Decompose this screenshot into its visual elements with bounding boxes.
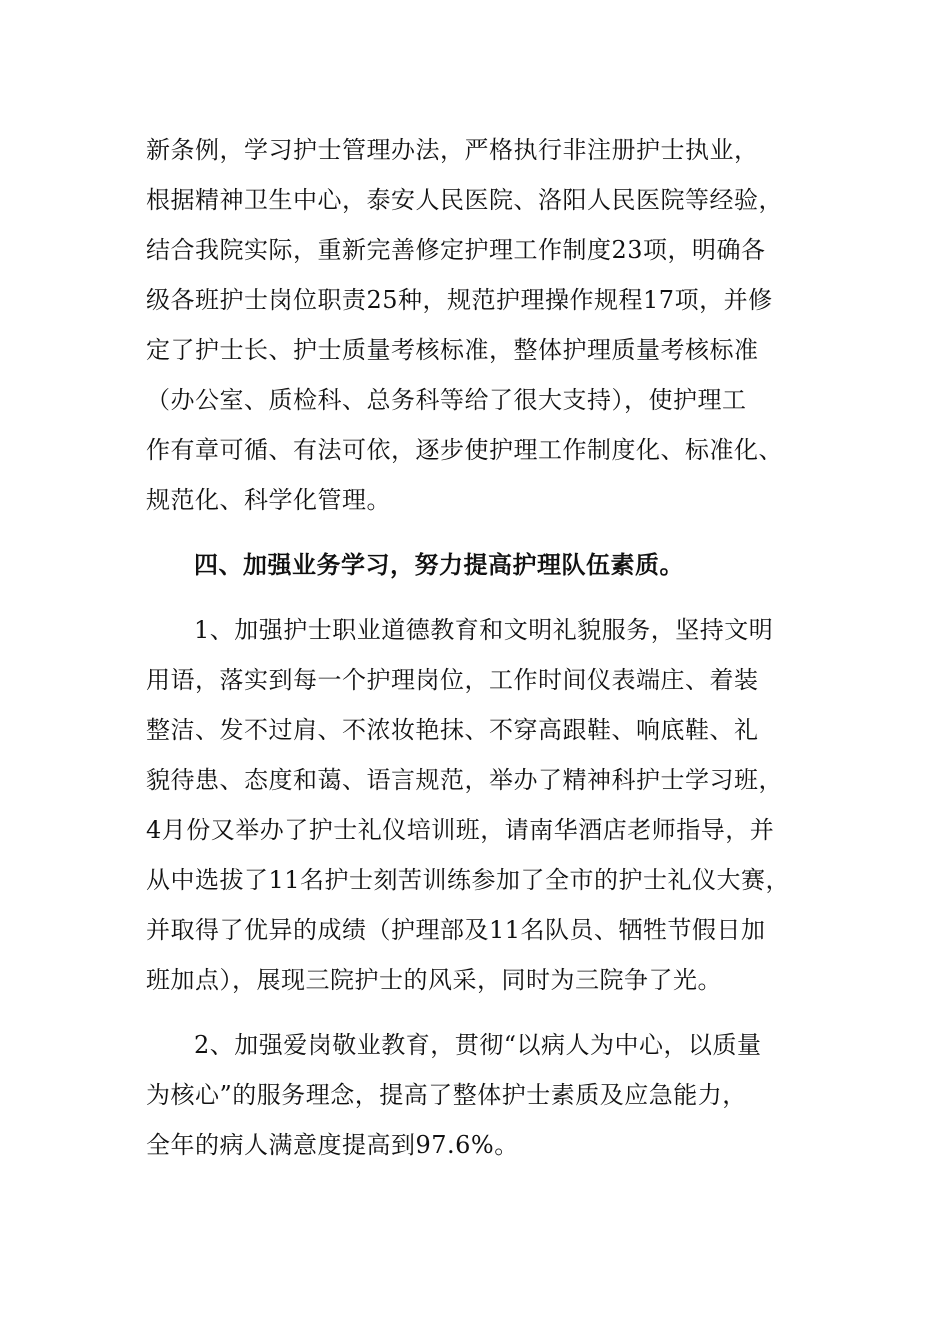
section-heading: 四、加强业务学习，努力提高护理队伍素质。 (194, 551, 684, 579)
para3-line-1: 2、加强爱岗敬业教育，贯彻“以病人为中心，以质量 (194, 1031, 762, 1059)
para2-line-6: 从中选拔了11名护士刻苦训练参加了全市的护士礼仪大赛， (146, 866, 791, 894)
para3-line-3: 全年的病人满意度提高到97.6%。 (146, 1131, 519, 1159)
para2-line-2: 用语，落实到每一个护理岗位，工作时间仪表端庄、着装 (146, 666, 759, 694)
para1-line-4: 级各班护士岗位职责25种，规范护理操作规程17项，并修 (146, 286, 773, 314)
para2-line-5: 4月份又举办了护士礼仪培训班，请南华酒店老师指导，并 (146, 816, 775, 844)
para1-line-1: 新条例，学习护士管理办法，严格执行非注册护士执业， (146, 136, 759, 164)
para2-line-3: 整洁、发不过肩、不浓妆艳抹、不穿高跟鞋、响底鞋、礼 (146, 716, 759, 744)
para1-line-6: （办公室、质检科、总务科等给了很大支持），使护理工 (146, 386, 747, 414)
para2-line-7: 并取得了优异的成绩（护理部及11名队员、牺牲节假日加 (146, 916, 766, 944)
para2-line-8: 班加点），展现三院护士的风采，同时为三院争了光。 (146, 966, 722, 994)
para2-line-1: 1、加强护士职业道德教育和文明礼貌服务，坚持文明 (194, 616, 774, 644)
para1-line-8: 规范化、科学化管理。 (146, 486, 391, 514)
para1-line-3: 结合我院实际，重新完善修定护理工作制度23项，明确各 (146, 236, 766, 264)
para1-line-7: 作有章可循、有法可依，逐步使护理工作制度化、标准化、 (146, 436, 783, 464)
para2-line-4: 貌待患、态度和蔼、语言规范，举办了精神科护士学习班， (146, 766, 783, 794)
para1-line-2: 根据精神卫生中心，泰安人民医院、洛阳人民医院等经验， (146, 186, 783, 214)
para1-line-5: 定了护士长、护士质量考核标准，整体护理质量考核标准 (146, 336, 759, 364)
para3-line-2: 为核心”的服务理念，提高了整体护士素质及应急能力， (146, 1081, 747, 1109)
